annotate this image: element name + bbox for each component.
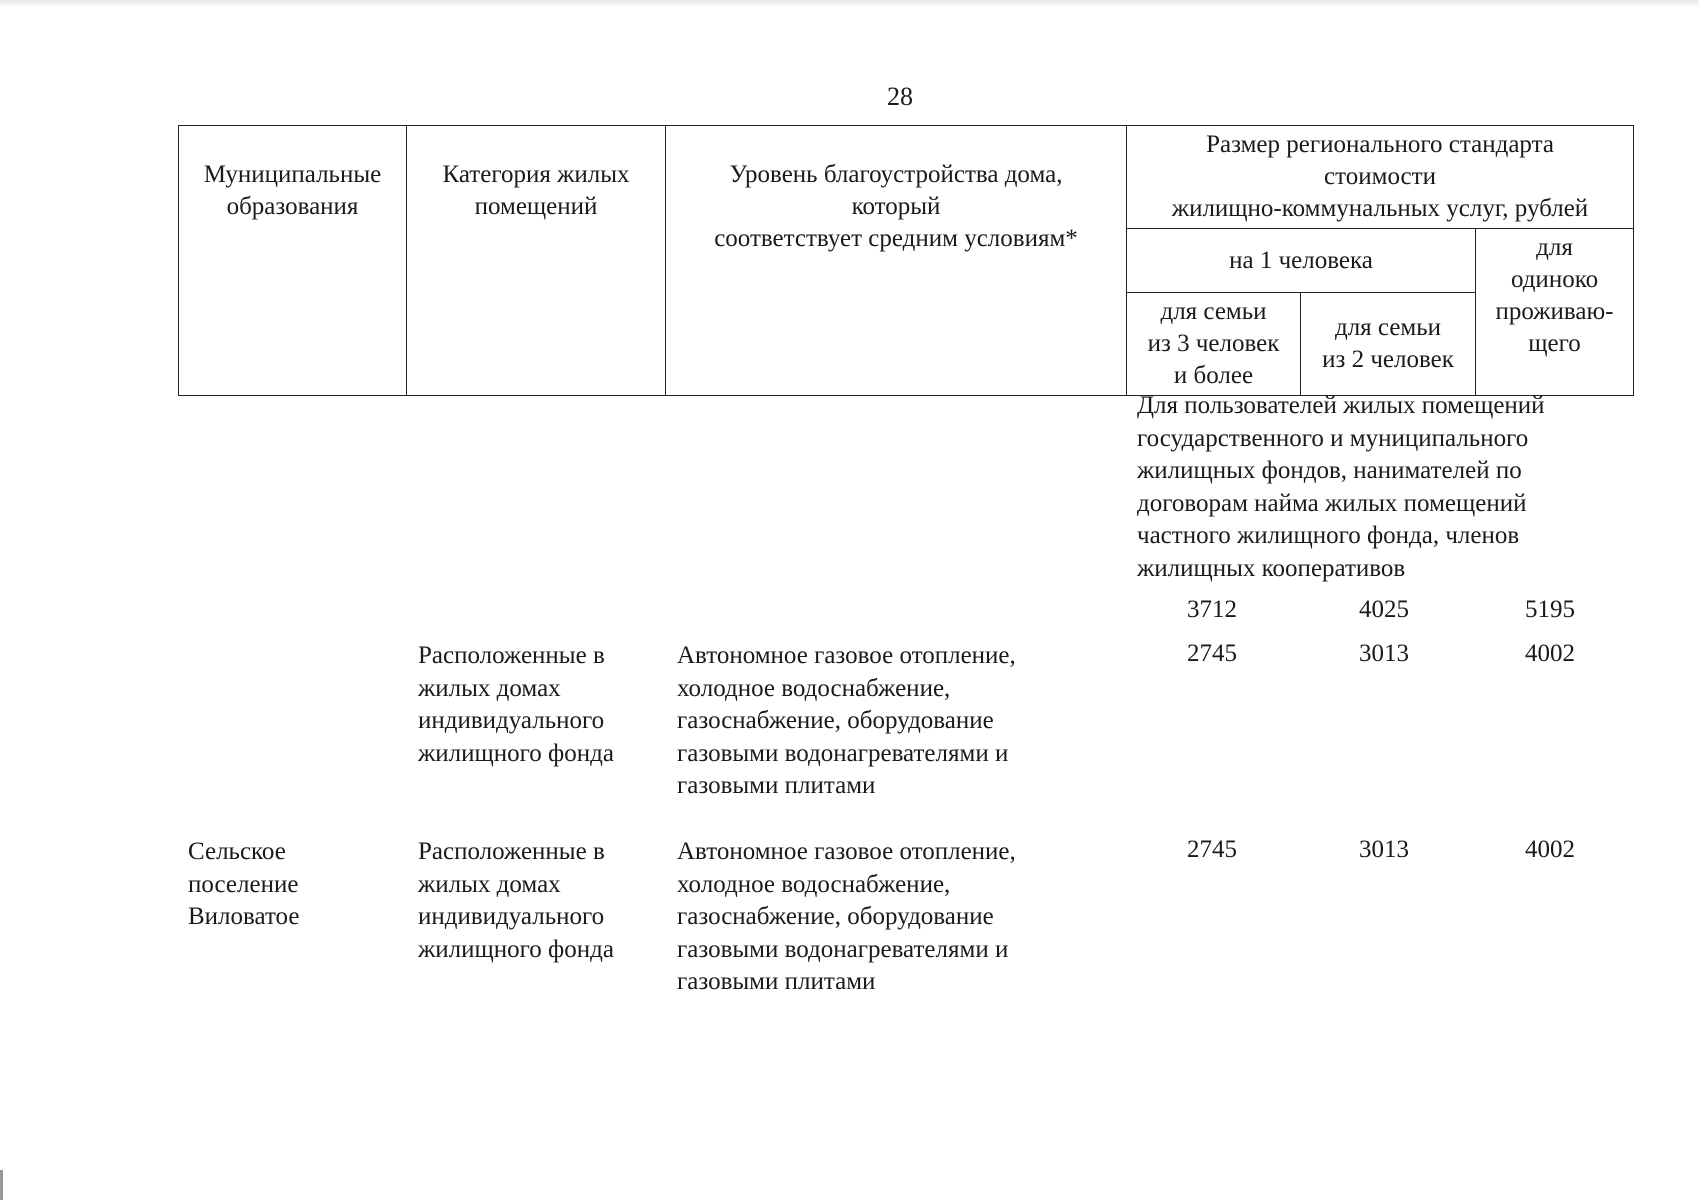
- scan-margin-mark: [0, 1170, 3, 1200]
- header-single-line: для: [1536, 234, 1573, 261]
- row-1-level-line: холодное водоснабжение,: [677, 674, 951, 702]
- header-standard: [1127, 126, 1634, 229]
- row-2-level-line: газоснабжение, оборудование: [677, 903, 994, 930]
- section-title: [1137, 390, 1545, 585]
- header-standard-line: жилищно-коммунальных услуг, рублей: [1171, 195, 1589, 222]
- header-level: [666, 126, 1127, 396]
- header-single-line: проживаю-: [1495, 298, 1614, 325]
- row-2-category-line: индивидуального: [418, 903, 605, 930]
- header-municipality: [179, 126, 407, 396]
- row-2-single: 4002: [1525, 836, 1575, 863]
- header-per-person: [1127, 229, 1476, 293]
- row-2-category-line: жилых домах: [418, 870, 561, 898]
- row-1-level-line: газоснабжение, оборудование: [677, 707, 994, 734]
- header-standard-line: Размер регионального стандарта: [1206, 131, 1554, 158]
- header-family3-line: и более: [1173, 362, 1254, 389]
- row-2-municipality-line: Виловатое: [188, 903, 300, 930]
- row-2-level-line: газовыми водонагревателями и: [677, 935, 1009, 963]
- header-single-line: одиноко: [1510, 266, 1599, 293]
- header-family3: [1127, 293, 1301, 396]
- header-family2-line: из 2 человек: [1322, 346, 1454, 373]
- row-2-level-line: газовыми плитами: [677, 968, 876, 995]
- header-family2-line: для семьи: [1334, 314, 1442, 341]
- header-category-text: Категория жилых помещений: [442, 161, 630, 220]
- row-1-level: [677, 640, 1016, 803]
- row-2-family2: 3013: [1359, 836, 1409, 863]
- header-standard-line: стоимости: [1324, 163, 1436, 190]
- row-1-level-line: газовыми плитами: [677, 772, 876, 799]
- row-1-family3: 2745: [1187, 640, 1237, 667]
- row-1-category-line: жилищного фонда: [418, 739, 614, 767]
- row-2-level-line: Автономное газовое отопление,: [677, 838, 1016, 865]
- page-number: 28: [887, 82, 913, 111]
- header-single: [1476, 229, 1634, 396]
- row-2-municipality-line: Сельское: [188, 838, 286, 865]
- header-single-line: щего: [1528, 330, 1581, 357]
- section-title-line: Для пользователей жилых помещений: [1137, 392, 1545, 419]
- row-1-category: [418, 640, 614, 770]
- header-category: [407, 126, 666, 396]
- row-1-category-line: индивидуального: [418, 707, 605, 734]
- row-1-category-line: жилых домах: [418, 674, 561, 702]
- header-level-line: соответствует средним условиям*: [714, 225, 1078, 252]
- section-title-line: государственного и муниципального: [1137, 424, 1529, 452]
- header-level-line: который: [851, 193, 941, 220]
- row-1-category-line: Расположенные в: [418, 642, 605, 669]
- table-header: [178, 125, 1634, 396]
- header-family3-line: для семьи: [1160, 298, 1267, 325]
- row-2-category: [418, 836, 614, 966]
- header-municipality-text: Муниципальные образования: [203, 161, 382, 220]
- section-value-family2: 4025: [1359, 596, 1409, 623]
- header-per-person-text: на 1 человека: [1229, 246, 1373, 274]
- header-family2: [1301, 293, 1476, 396]
- row-2-family3: 2745: [1187, 836, 1237, 863]
- row-2-category-line: жилищного фонда: [418, 935, 614, 963]
- section-value-family3: 3712: [1187, 596, 1237, 623]
- row-2-level: [677, 836, 1016, 999]
- row-2-municipality-line: поселение: [188, 870, 299, 898]
- row-2-level-line: холодное водоснабжение,: [677, 870, 951, 898]
- section-title-line: частного жилищного фонда, членов: [1137, 522, 1520, 549]
- scan-top-edge: [0, 0, 1699, 8]
- section-title-line: договорам найма жилых помещений: [1137, 489, 1527, 517]
- row-1-single: 4002: [1525, 640, 1575, 667]
- section-title-line: жилищных кооперативов: [1137, 554, 1406, 582]
- row-1-level-line: газовыми водонагревателями и: [677, 739, 1009, 767]
- section-value-single: 5195: [1525, 596, 1575, 623]
- section-title-line: жилищных фондов, нанимателей по: [1137, 457, 1522, 484]
- header-level-line: Уровень благоустройства дома,: [729, 161, 1063, 188]
- row-2-municipality: [188, 836, 299, 934]
- row-1-family2: 3013: [1359, 640, 1409, 667]
- row-2-category-line: Расположенные в: [418, 838, 605, 865]
- header-family3-line: из 3 человек: [1147, 330, 1280, 357]
- row-1-level-line: Автономное газовое отопление,: [677, 642, 1016, 669]
